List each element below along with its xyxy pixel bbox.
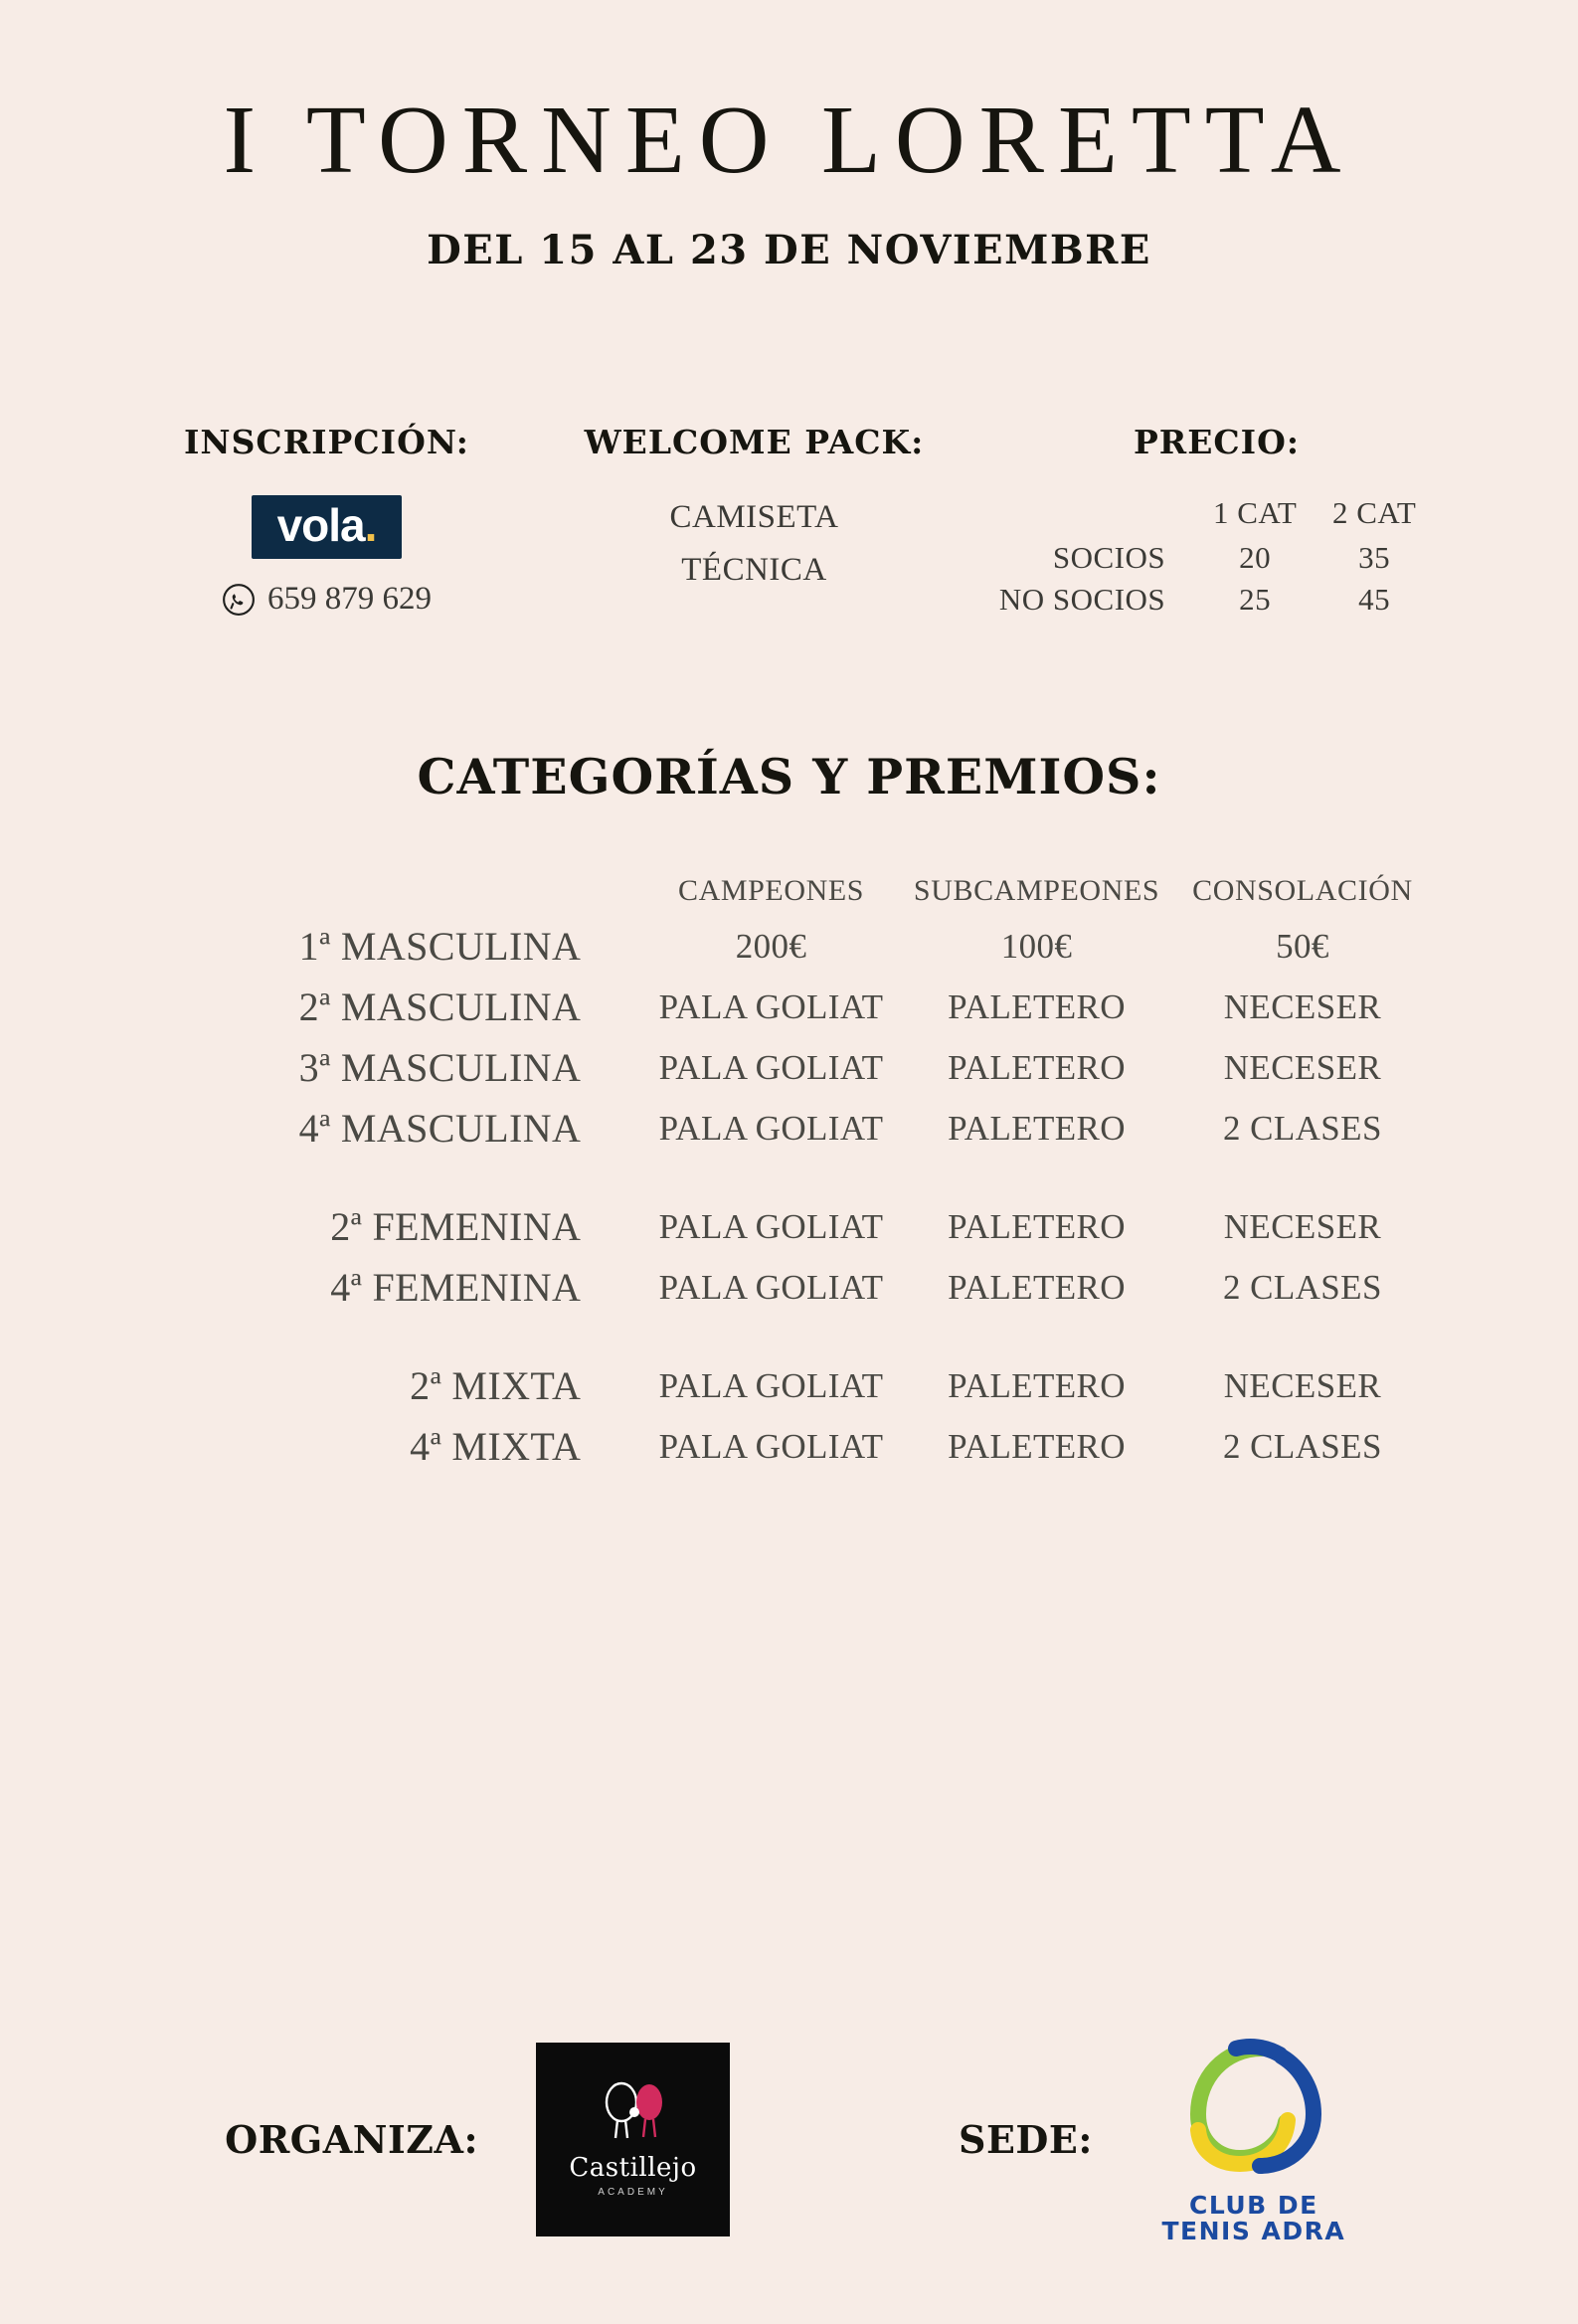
- vola-logo-dot: .: [364, 499, 377, 551]
- phone-row[interactable]: [113, 581, 541, 618]
- price-socios-cat1: 20: [1239, 540, 1272, 575]
- prize-subcampeones: PALETERO: [948, 1108, 1126, 1148]
- adra-line2: TENIS ADRA: [1161, 2216, 1346, 2245]
- organiza-label: ORGANIZA:: [225, 2116, 479, 2162]
- table-row: [999, 537, 1434, 579]
- price-col-cat2: 2 CAT: [1331, 495, 1417, 530]
- welcome-pack-heading: WELCOME PACK:: [584, 423, 925, 461]
- table-row: [143, 1196, 1436, 1257]
- table-row: [143, 1355, 1436, 1416]
- prize-campeones: PALA GOLIAT: [658, 1108, 884, 1148]
- category-name: 1ª MASCULINA: [298, 924, 582, 969]
- table-row: [999, 579, 1434, 621]
- castillejo-logo: [536, 2043, 730, 2236]
- category-name: 2ª MIXTA: [410, 1363, 582, 1408]
- table-row: [143, 1257, 1436, 1318]
- prize-subcampeones: PALETERO: [948, 1206, 1126, 1246]
- category-name: 4ª MIXTA: [410, 1424, 582, 1469]
- precio-heading: PRECIO:: [1133, 423, 1301, 461]
- price-row-label-no-socios: NO SOCIOS: [998, 582, 1166, 617]
- sede-block: [959, 2035, 1353, 2245]
- prizes-col-consolacion: CONSOLACIÓN: [1192, 874, 1413, 907]
- precio-section: [968, 423, 1466, 621]
- prize-subcampeones: PALETERO: [948, 1267, 1126, 1307]
- price-table-header-row: [999, 495, 1434, 537]
- category-name: 2ª MASCULINA: [298, 984, 582, 1029]
- categories-heading: CATEGORÍAS Y PREMIOS:: [417, 748, 1161, 805]
- tennis-ball-icon: [1154, 2035, 1353, 2189]
- prize-campeones: PALA GOLIAT: [658, 1047, 884, 1087]
- welcome-pack-section: [541, 423, 968, 592]
- prize-campeones: PALA GOLIAT: [658, 1365, 884, 1405]
- prizes-col-campeones: CAMPEONES: [677, 874, 865, 907]
- organiza-block: [225, 2043, 730, 2236]
- prize-subcampeones: PALETERO: [948, 1047, 1126, 1087]
- prize-subcampeones: PALETERO: [948, 1426, 1126, 1466]
- table-row: [143, 916, 1436, 977]
- padel-rackets-icon: [595, 2080, 672, 2147]
- prize-campeones: PALA GOLIAT: [658, 986, 884, 1026]
- prize-consolacion: 2 CLASES: [1223, 1426, 1382, 1466]
- prize-campeones: PALA GOLIAT: [658, 1206, 884, 1246]
- category-name: 4ª FEMENINA: [330, 1265, 582, 1310]
- adra-line1: CLUB DE: [1188, 2190, 1318, 2220]
- tournament-poster: [0, 87, 1578, 2324]
- price-no-socios-cat2: 45: [1358, 582, 1391, 617]
- table-spacer: [143, 1159, 1436, 1196]
- prize-subcampeones: PALETERO: [948, 986, 1126, 1026]
- price-socios-cat2: 35: [1358, 540, 1391, 575]
- prize-campeones: 200€: [735, 926, 807, 966]
- prize-consolacion: NECESER: [1223, 1047, 1382, 1087]
- prizes-col-category: [143, 873, 639, 916]
- tournament-dates: DEL 15 AL 23 DE NOVIEMBRE: [427, 227, 1151, 273]
- price-no-socios-cat1: 25: [1239, 582, 1272, 617]
- castillejo-logo-name: Castillejo: [569, 2153, 697, 2184]
- inscripcion-heading: INSCRIPCIÓN:: [184, 423, 469, 461]
- prize-subcampeones: PALETERO: [948, 1365, 1126, 1405]
- prize-subcampeones: 100€: [1000, 926, 1073, 966]
- category-name: 4ª MASCULINA: [298, 1106, 582, 1151]
- table-row: [143, 977, 1436, 1037]
- club-tenis-adra-text: [1161, 2190, 1346, 2245]
- welcome-pack-line1: CAMISETA: [669, 499, 839, 535]
- prize-consolacion: 2 CLASES: [1223, 1267, 1382, 1307]
- prize-consolacion: NECESER: [1223, 1206, 1382, 1246]
- phone-number: 659 879 629: [267, 581, 432, 617]
- welcome-pack-line2: TÉCNICA: [681, 551, 827, 588]
- prize-consolacion: NECESER: [1223, 1365, 1382, 1405]
- prize-consolacion: NECESER: [1223, 986, 1382, 1026]
- price-table: [999, 495, 1434, 621]
- category-name: 3ª MASCULINA: [298, 1045, 582, 1090]
- prizes-table: [143, 873, 1436, 1477]
- table-spacer: [143, 1318, 1436, 1355]
- info-row: [0, 423, 1578, 621]
- category-name: 2ª FEMENINA: [330, 1204, 582, 1249]
- inscripcion-section: [113, 423, 541, 618]
- prize-consolacion: 2 CLASES: [1223, 1108, 1382, 1148]
- whatsapp-icon: [222, 583, 256, 617]
- prize-campeones: PALA GOLIAT: [658, 1267, 884, 1307]
- page-title: I TORNEO LORETTA: [223, 87, 1355, 194]
- table-row: [143, 1416, 1436, 1477]
- club-tenis-adra-logo: [1154, 2035, 1353, 2245]
- table-row: [143, 1098, 1436, 1159]
- vola-logo-text: vola: [276, 499, 365, 551]
- price-col-blank: [999, 495, 1195, 537]
- vola-logo[interactable]: [252, 495, 403, 559]
- footer: [0, 2035, 1578, 2245]
- prize-consolacion: 50€: [1276, 926, 1329, 966]
- sede-label: SEDE:: [959, 2116, 1093, 2162]
- prizes-col-subcampeones: SUBCAMPEONES: [913, 874, 1160, 907]
- price-col-cat1: 1 CAT: [1212, 495, 1298, 530]
- table-row: [143, 1037, 1436, 1098]
- castillejo-logo-sub: ACADEMY: [598, 2187, 668, 2199]
- price-row-label-socios: SOCIOS: [1052, 540, 1166, 575]
- prizes-header-row: [143, 873, 1436, 916]
- prize-campeones: PALA GOLIAT: [658, 1426, 884, 1466]
